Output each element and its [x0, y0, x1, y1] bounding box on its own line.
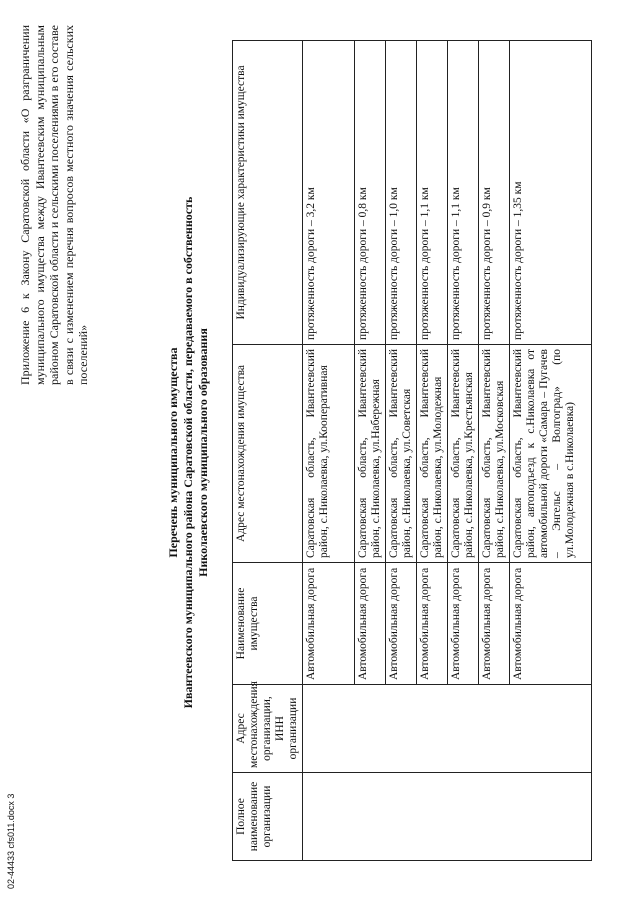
header-org-name: Полное наименование организации	[233, 773, 303, 861]
characteristics-cell: протяженность дороги – 1,0 км	[386, 41, 417, 345]
heading-line-3: Николаевского муниципального образования	[196, 328, 210, 577]
table-row	[303, 41, 355, 861]
header-characteristics: Индивидуализирующие характеристики имущества	[233, 41, 303, 345]
characteristics-cell: протяженность дороги – 0,9 км	[479, 41, 510, 345]
property-name-cell: Автомобильная дорога	[303, 563, 355, 685]
table-header-row	[233, 41, 303, 861]
property-name-cell: Автомобильная дорога	[386, 563, 417, 685]
org-address-cell	[303, 685, 592, 773]
property-name-cell: Автомобильная дорога	[355, 563, 386, 685]
file-code-footer: 02-44433 cfs011.docx 3	[6, 793, 16, 889]
heading-line-2: Ивантеевского муниципального района Саратовской области, передаваемого в собственность	[181, 196, 195, 709]
property-name-cell: Автомобильная дорога	[417, 563, 448, 685]
characteristics-cell: протяженность дороги – 1,1 км	[448, 41, 479, 345]
property-table	[232, 40, 592, 861]
characteristics-cell: протяженность дороги – 1,1 км	[417, 41, 448, 345]
header-org-address: Адрес местонахождения организации, ИНН организации	[233, 685, 303, 773]
document-heading	[166, 0, 211, 905]
property-address-cell: Саратовская область, Ивантеевский район, с.Николаевка, ул.Московская	[479, 345, 510, 563]
org-name-cell	[303, 773, 592, 861]
property-address-cell: Саратовская область, Ивантеевский район, автоподъезд к с.Николаевка от автомобильной дороги «Самара – Пугачев – Энгельс – Волгоград» (по ул.Молодежная в с.Николаевка)	[510, 345, 592, 563]
property-address-cell: Саратовская область, Ивантеевский район, с.Николаевка, ул.Набережная	[355, 345, 386, 563]
header-property-name: Наименование имущества	[233, 563, 303, 685]
characteristics-cell: протяженность дороги – 1,35 км	[510, 41, 592, 345]
characteristics-cell: протяженность дороги – 0,8 км	[355, 41, 386, 345]
property-address-cell: Саратовская область, Ивантеевский район, с.Николаевка, ул.Советская	[386, 345, 417, 563]
header-property-address: Адрес местонахождения имущества	[233, 345, 303, 563]
property-address-cell: Саратовская область, Ивантеевский район, с.Николаевка, ул.Крестьянская	[448, 345, 479, 563]
heading-line-1: Перечень муниципального имущества	[166, 347, 180, 558]
characteristics-cell: протяженность дороги – 3,2 км	[303, 41, 355, 345]
property-address-cell: Саратовская область, Ивантеевский район, с.Николаевка, ул.Молодежная	[417, 345, 448, 563]
property-name-cell: Автомобильная дорога	[448, 563, 479, 685]
property-name-cell: Автомобильная дорога	[510, 563, 592, 685]
property-name-cell: Автомобильная дорога	[479, 563, 510, 685]
appendix-note: Приложение 6 к Закону Саратовской области «О разграничении муниципального имущества между Ивантеевским муниципальным районом Саратовской области и сельскими поселениями в его составе в связи с изменением перечня вопросов местного значения сельских поселений»	[18, 25, 90, 385]
property-address-cell: Саратовская область, Ивантеевский район, с.Николаевка, ул.Кооперативная	[303, 345, 355, 563]
